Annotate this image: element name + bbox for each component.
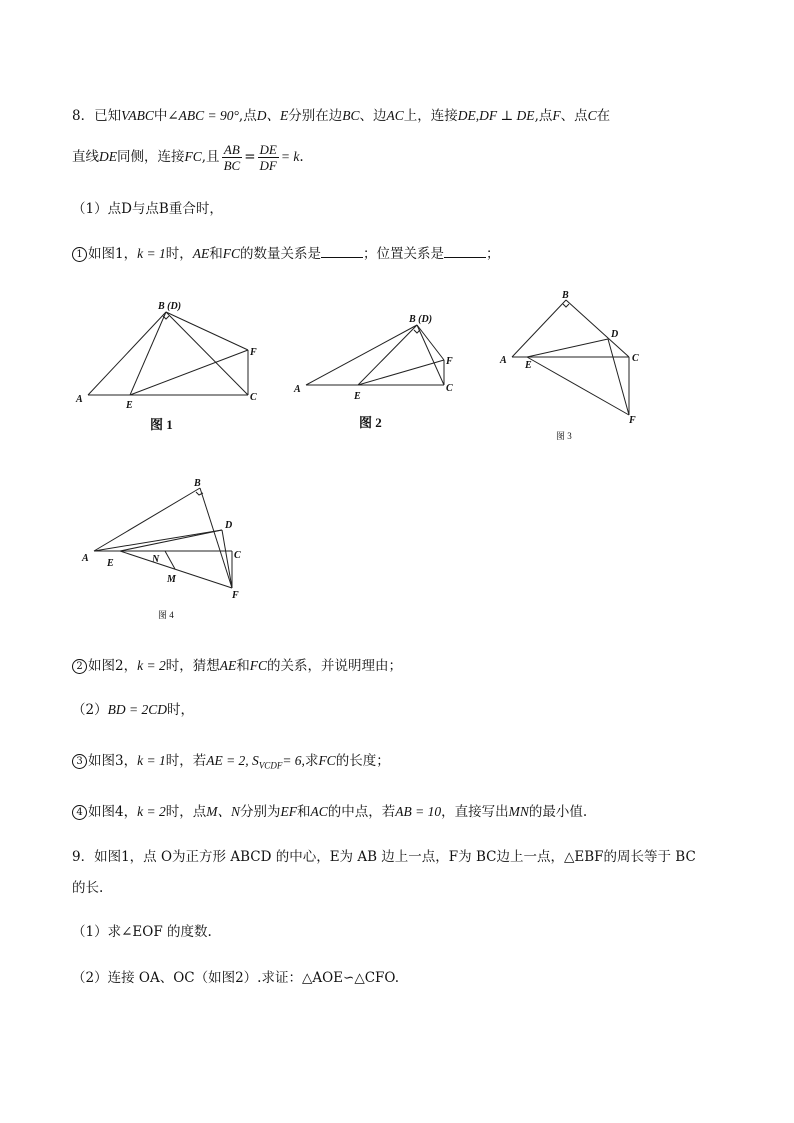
label-a: A [82, 553, 89, 564]
label-d: D [611, 329, 619, 340]
q9-part2: （2）连接 OA、OC（如图2）.求证：△AOE∽△CFO. [72, 970, 399, 986]
label-b-d: B (D) [409, 314, 433, 325]
figure-1-caption: 图 1 [150, 417, 173, 432]
label-c: C [250, 392, 257, 403]
figure-2-caption: 图 2 [359, 415, 382, 430]
q8-line1: 8．已知VABC中∠ABC = 90°,点D、E分别在边BC、边AC上，连接DE,DF ⊥ DE,点F、点C在 [72, 108, 611, 124]
circled-number: 3 [72, 754, 87, 769]
circled-number: 1 [72, 247, 87, 262]
figure-4 [94, 488, 232, 588]
label-a: A [500, 355, 507, 366]
circled-number: 2 [72, 659, 87, 674]
figure-3 [512, 300, 629, 415]
q8-sub2: 2 如图2，k = 2时，猜想AE和FC的关系，并说明理由； [72, 656, 402, 676]
q9-part1: （1）求∠EOF 的度数. [72, 924, 212, 940]
q8-part2: （2）BD = 2CD时， [72, 702, 194, 718]
label-b: B [194, 478, 201, 489]
label-e: E [107, 558, 114, 569]
fraction-ab-bc: $\frac{AB}{BC}$ [223, 142, 241, 173]
q9-line1: 9．如图1，点 O为正方形 ABCD 的中心，E为 AB 边上一点，F为 BC边上一点，△EBF的周长等于 BC [72, 849, 696, 865]
q8-line2: 直线DE同侧，连接FC,且 $\frac{AB}{BC}$ = $\frac{DE}{DF}$ = k. [72, 142, 304, 173]
label-f: F [250, 347, 257, 358]
label-b: B [562, 290, 569, 301]
q8-sub4: 4 如图4，k = 2时，点M、N分别为EF和AC的中点，若AB = 10，直接写出MN的最小值. [72, 802, 587, 822]
label-f: F [232, 590, 239, 601]
label-f: F [629, 415, 636, 426]
label-c: C [446, 383, 453, 394]
label-a: A [294, 384, 301, 395]
figure-3-caption: 图 3 [556, 431, 572, 441]
figure-2 [306, 325, 444, 385]
label-n: N [152, 554, 160, 565]
fraction-de-df: $\frac{DE}{DF}$ [259, 142, 277, 173]
label-a: A [76, 394, 83, 405]
figure-1 [88, 312, 248, 395]
label-c: C [632, 353, 639, 364]
figure-4-caption: 图 4 [158, 610, 174, 620]
circled-number: 4 [72, 805, 87, 820]
label-b-d: B (D) [158, 301, 182, 312]
label-e: E [354, 391, 361, 402]
label-f: F [446, 356, 453, 367]
label-e: E [126, 400, 133, 411]
q9-line2: 的长. [72, 880, 104, 896]
q8-sub1: 1 如图1，k = 1时，AE和FC的数量关系是 ；位置关系是 ； [72, 244, 499, 264]
label-d: D [225, 520, 233, 531]
label-m: M [167, 574, 176, 585]
q8-part1: （1）点D与点B重合时， [72, 201, 223, 217]
label-c: C [234, 550, 241, 561]
q8-sub3: 3 如图3，k = 1时，若AE = 2, $S_{VCDF}= 6$,求FC的长度； [72, 751, 390, 776]
label-e: E [525, 360, 532, 371]
